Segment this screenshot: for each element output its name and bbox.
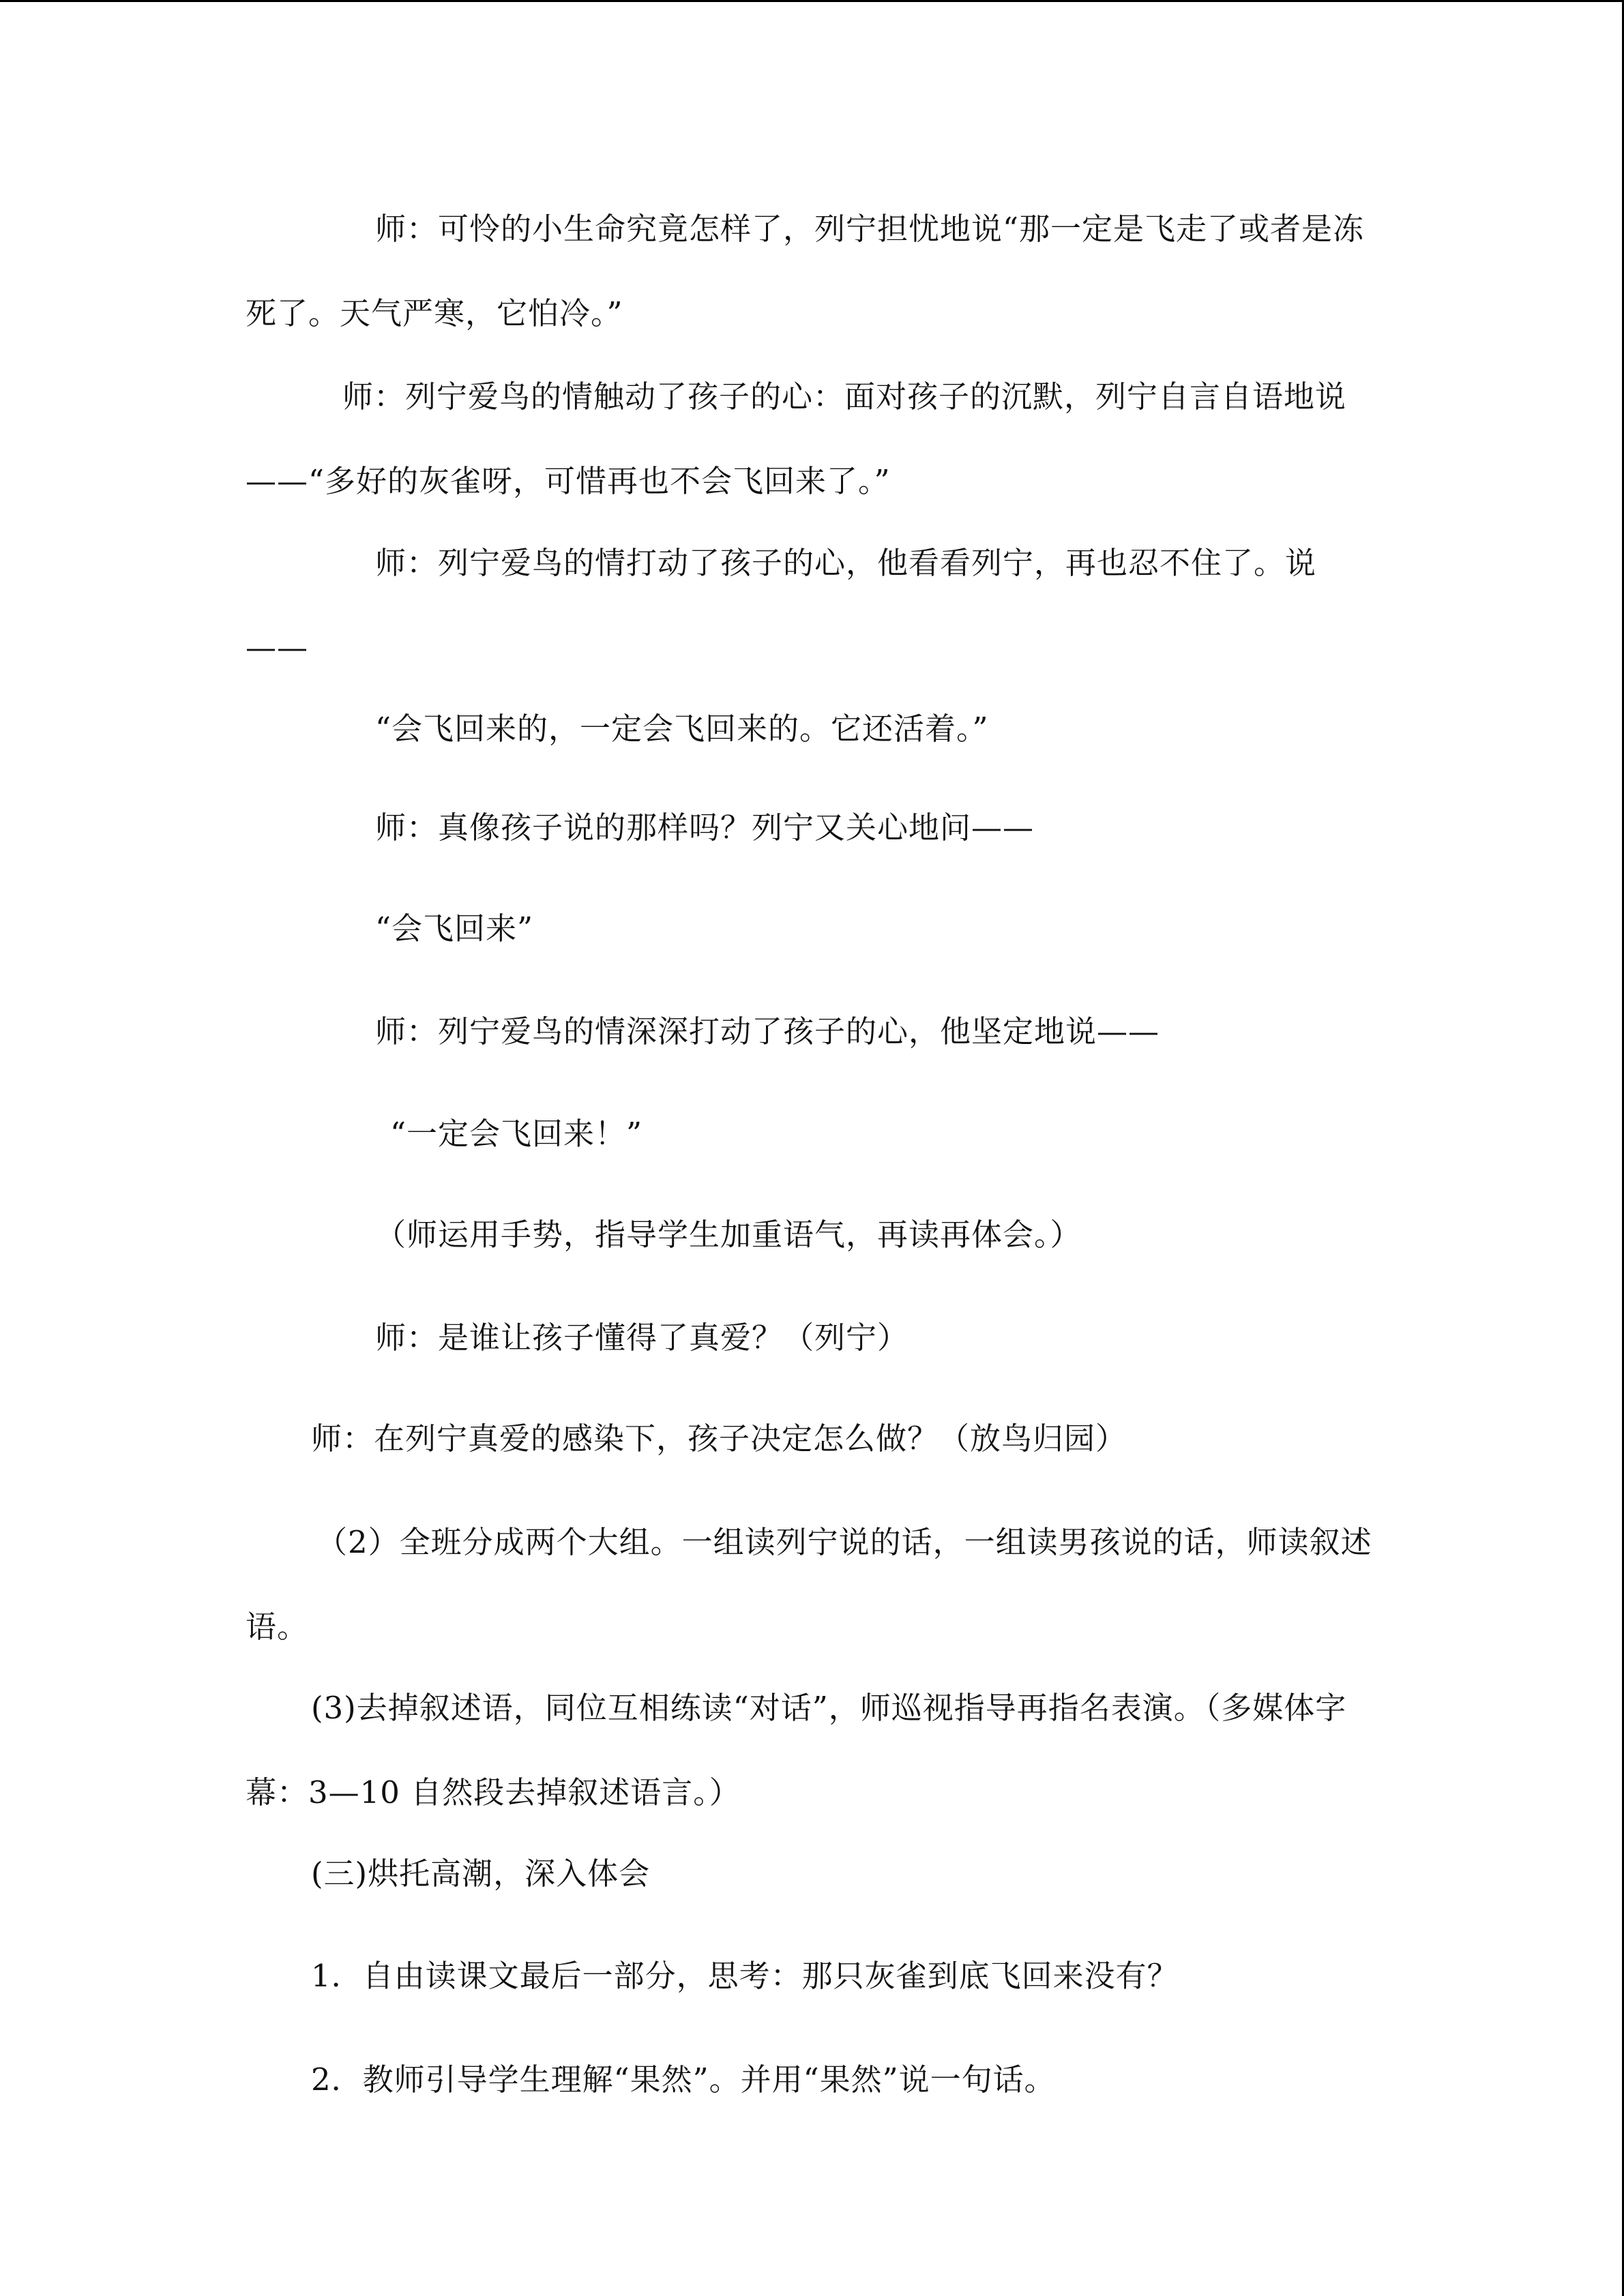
paragraph-1: 师：可怜的小生命究竟怎样了，列宁担忧地说“那一定是飞走了或者是冻死了。天气严寒，它怕冷。” [246,211,1365,331]
paragraph-4: “会飞回来的，一定会飞回来的。它还活着。” [375,711,989,747]
paragraph-10: 师：是谁让孩子懂得了真爱？（列宁） [375,1320,909,1356]
paragraph-16: 2．教师引导学生理解“果然”。并用“果然”说一句话。 [311,2061,1056,2098]
paragraph-9: （师运用手势，指导学生加重语气，再读再体会。） [375,1217,1082,1253]
paragraph-3: 师：列宁爱鸟的情打动了孩子的心，他看看列宁，再也忍不住了。说—— [246,545,1317,666]
paragraph-15: 1．自由读课文最后一部分，思考：那只灰雀到底飞回来没有？ [311,1958,1179,1994]
paragraph-7: 师：列宁爱鸟的情深深打动了孩子的心，他坚定地说—— [375,1013,1160,1049]
paragraph-12: （2）全班分成两个大组。一组读列宁说的话，一组读男孩说的话，师读叙述语。 [246,1524,1372,1645]
paragraph-14: (三)烘托高潮，深入体会 [311,1855,651,1892]
paragraph-8: “一定会飞回来！” [390,1116,643,1152]
paragraph-5: 师：真像孩子说的那样吗？列宁又关心地问—— [375,809,1035,846]
paragraph-2: 师：列宁爱鸟的情触动了孩子的心：面对孩子的沉默，列宁自言自语地说——“多好的灰雀呀，可惜再也不会飞回来了。” [246,378,1347,499]
paragraph-11: 师：在列宁真爱的感染下，孩子决定怎么做？（放鸟归园） [311,1420,1127,1457]
paragraph-13: (3)去掉叙述语，同位互相练读“对话”，师巡视指导再指名表演。（多媒体字幕：3—10 自然段去掉叙述语言。） [246,1690,1347,1810]
page-border-top [0,0,1624,2]
paragraph-6: “会飞回来” [375,910,534,946]
